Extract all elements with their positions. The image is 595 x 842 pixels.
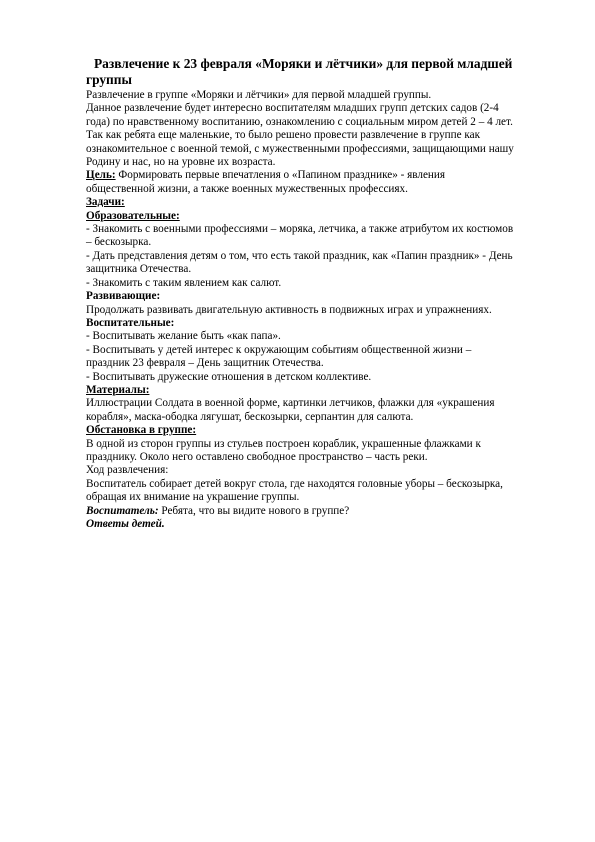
teacher-text: Ребята, что вы видите нового в группе?: [158, 504, 350, 517]
teacher-label: Воспитатель:: [86, 504, 159, 517]
course-text: Воспитатель собирает детей вокруг стола, где находятся головные уборы – бескозырка, обращая их внимание на украшение группы.: [86, 477, 503, 504]
course-heading: Ход развлечения:: [86, 464, 169, 477]
children-answers: Ответы детей.: [86, 518, 165, 530]
teacher-line: [86, 505, 514, 518]
goal-text: Формировать первые впечатления о «Папином празднике» - явления общественной жизни, а также военных мужественных профессиях.: [86, 169, 446, 195]
developing-item: Продолжать развивать двигательную активность в подвижных играх и упражнениях.: [86, 303, 492, 316]
setting-text: В одной из сторон группы из стульев построен кораблик, украшенные флажками к празднику. Около него оставлено свободное пространство – часть реки.: [86, 437, 481, 463]
educational-heading: Образовательные:: [86, 209, 180, 222]
materials-text: Иллюстрации Солдата в военной форме, картинки летчиков, флажки для «украшения корабля», маска-ободка лягушат, бескозырки, серпантин для салюта.: [86, 397, 495, 423]
developing-heading: Развивающие:: [86, 290, 161, 303]
educational-item: - Дать представления детям о том, что есть такой праздник, как «Папин праздник» - День защитника Отечества.: [86, 249, 513, 276]
upbringing-heading: Воспитательные:: [86, 316, 175, 329]
upbringing-item: - Воспитывать у детей интерес к окружающим событиям общественной жизни – праздник 23 февраля – День защитник Отечества.: [86, 343, 472, 370]
goal-paragraph: [86, 169, 514, 196]
educational-item: - Знакомить с военными профессиями – моряка, летчика, а также атрибутом их костюмов – бескозырка.: [86, 223, 514, 249]
intro-paragraph: Данное развлечение будет интересно воспитателям младших групп детских садов (2-4 года) по нравственному воспитанию, ознакомлению с социальным миром детей 2 – 4 лет. Так как ребята еще маленькие, то было решено провести развлечение в группе как ознакомительное с военной темой, с мужественными профессиями, защищающими нашу Родину и нас, но на уровне их возраста.: [86, 102, 514, 169]
intro-line: Развлечение в группе «Моряки и лётчики» для первой младшей группы.: [86, 89, 432, 101]
upbringing-item: - Воспитывать желание быть «как папа».: [86, 330, 281, 343]
goal-label: Цель:: [86, 169, 116, 182]
upbringing-item: - Воспитывать дружеские отношения в детском коллективе.: [86, 370, 372, 383]
educational-item: - Знакомить с таким явлением как салют.: [86, 276, 282, 289]
setting-heading: Обстановка в группе:: [86, 424, 197, 437]
document-title: Развлечение к 23 февраля «Моряки и лётчики» для первой младшей группы: [86, 56, 513, 87]
materials-heading: Материалы:: [86, 383, 150, 396]
tasks-heading: Задачи:: [86, 196, 125, 209]
document-body: [86, 56, 514, 531]
